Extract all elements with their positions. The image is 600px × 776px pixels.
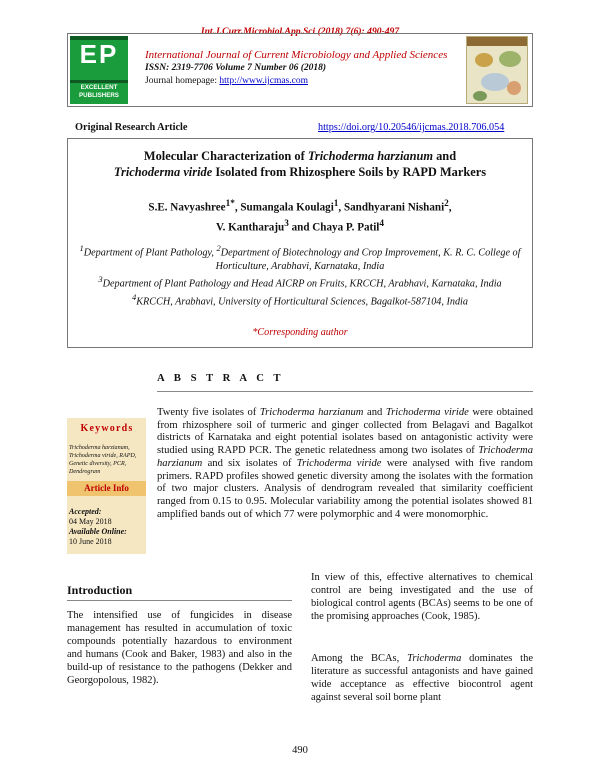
abstract-segment: were obtained from rhizosphere soil of turmeric and ginger collected from Belagavi and Bagalkot districts of Karnataka and eight potential isolates based on antagonistic activity were studied using RAPD PCR. The genetic relatedness among two isolates of — [157, 407, 534, 457]
author-name: , Sumangala Koulagi — [234, 201, 334, 214]
article-type: Original Research Article — [75, 122, 188, 133]
homepage-line — [145, 76, 308, 86]
online-date: 10 June 2018 — [69, 537, 112, 546]
affiliation-text: Department of Plant Pathology and Head AICRP on Fruits, KRCCH, Arabhavi, Karnataka, India — [102, 278, 502, 290]
affiliation-text: KRCCH, Arabhavi, University of Horticultural Sciences, Bagalkot-587104, India — [136, 296, 468, 308]
author-sup: 3 — [284, 218, 289, 229]
journal-cover-image — [466, 36, 528, 104]
title-species2: Trichoderma viride — [113, 165, 213, 179]
issn-line: ISSN: 2319-7706 Volume 7 Number 06 (2018) — [145, 63, 327, 73]
publisher-logo — [70, 36, 128, 104]
article-dates — [69, 507, 127, 547]
affiliation-sup: 1 — [79, 243, 84, 253]
abstract-divider — [157, 391, 533, 392]
author-name: , Sandhyarani Nishani — [338, 201, 445, 214]
body-paragraph — [311, 652, 533, 704]
author-sup: 1 — [333, 199, 339, 209]
author-name: V. Kantharaju — [216, 221, 285, 234]
accepted-label: Accepted: — [69, 507, 102, 516]
article-title — [67, 148, 533, 180]
affiliations — [75, 242, 525, 309]
abstract-segment: and — [363, 407, 386, 418]
abstract-species: Trichoderma harzianum — [259, 407, 364, 418]
author-separator: , — [448, 201, 452, 214]
keywords-list: Trichoderma harzianum, Trichoderma viride, RAPD, Genetic diversity, PCR, Dendrogram — [69, 445, 137, 475]
affiliation-sup: 4 — [132, 292, 137, 302]
author-sup: 1* — [225, 199, 235, 209]
citation-line: Int.J.Curr.Microbiol.App.Sci (2018) 7(6): 490-497 — [200, 26, 400, 37]
author-sup: 4 — [379, 218, 384, 229]
abstract-segment: Twenty five isolates of — [157, 407, 260, 418]
journal-title: International Journal of Current Microbiology and Applied Sciences — [145, 49, 448, 61]
affiliation-text: Department of Plant Pathology, — [83, 247, 217, 259]
title-part1: Molecular Characterization of — [143, 149, 308, 163]
abstract-species: Trichoderma viride — [385, 407, 469, 418]
doi-link[interactable]: https://doi.org/10.20546/ijcmas.2018.706.054 — [318, 122, 505, 133]
article-info-heading: Article Info — [84, 483, 129, 493]
abstract-segment: were analysed with five random primers. RAPD profiles showed genetic diversity among the isolates with the formation of two major clusters. Analysis of dendrogram revealed that similarity coefficient ranged from 0.15 to 0.95. Molecular variability among the potential isolates showed 81 amplified bands out of which 77 were polymorphic and 4 were monomorphic. — [157, 457, 533, 520]
logo-text: EXCELLENT PUBLISHERS — [79, 84, 119, 99]
homepage-link[interactable]: http://www.ijcmas.com — [219, 76, 308, 86]
title-part2: and — [433, 149, 457, 163]
author-sup: 2 — [444, 199, 449, 209]
homepage-label: Journal homepage: — [145, 76, 220, 86]
title-part3: Isolated from Rhizosphere Soils by RAPD Markers — [212, 165, 487, 179]
abstract-segment: and six isolates of — [202, 457, 297, 469]
keywords-heading: Keywords — [80, 423, 134, 434]
affiliation-sup: 3 — [98, 274, 103, 285]
affiliation-text: Department of Biotechnology and Crop Improvement, K. R. C. College of Horticulture, Arabhavi, Karnataka, India — [215, 247, 521, 272]
introduction-divider — [67, 600, 292, 601]
logo-letters: EP — [79, 39, 119, 69]
title-species1: Trichoderma harzianum — [307, 149, 434, 163]
online-label: Available Online: — [69, 527, 127, 536]
accepted-date: 04 May 2018 — [69, 517, 112, 526]
abstract-species: Trichoderma harzianum — [157, 445, 533, 469]
abstract-species: Trichoderma viride — [296, 457, 382, 469]
author-list — [67, 196, 533, 235]
page-number: 490 — [292, 745, 308, 756]
affiliation-sup: 2 — [216, 243, 221, 253]
paragraph-segment: dominates the literature as successful antagonists and have gained wide acceptance as effective biocontrol agent against several soil borne plant — [311, 653, 533, 703]
introduction-paragraph: The intensified use of fungicides in disease management has resulted in accumulation of toxic compounds potentially hazardous to environment and humans (Cook and Baker, 1983) and also in the build-up of resistance to the pathogens (Dekker and Georgopolous, 1982). — [67, 610, 292, 686]
paragraph-segment: Among the BCAs, — [311, 653, 408, 664]
introduction-heading: Introduction — [67, 583, 133, 597]
author-name: S.E. Navyashree — [148, 201, 226, 214]
paragraph-species: Trichoderma — [407, 653, 462, 664]
author-name: and Chaya P. Patil — [288, 221, 380, 234]
abstract-heading: A B S T R A C T — [157, 372, 285, 384]
body-paragraph: In view of this, effective alternatives to chemical control are being investigated and the use of biological control agents (BCAs) seems to be one of the promising approaches (Cook, 1985). — [311, 572, 533, 622]
corresponding-author: *Corresponding author — [252, 327, 348, 338]
abstract-text — [157, 407, 533, 521]
